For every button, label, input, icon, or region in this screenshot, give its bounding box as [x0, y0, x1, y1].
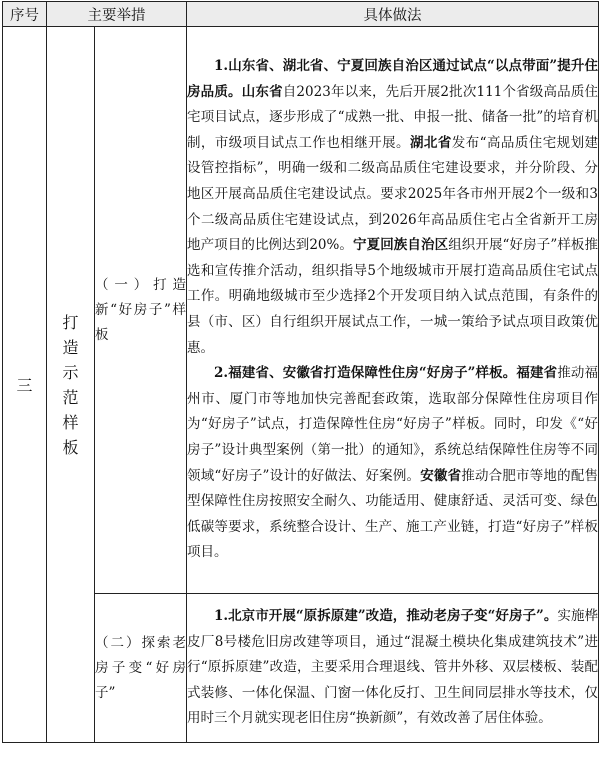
sub-measure-1: （一）打造新“好房子”样板 — [95, 27, 187, 594]
detail-cell-2 — [187, 594, 599, 743]
header-seq: 序号 — [3, 2, 47, 27]
section-number: 三 — [3, 27, 47, 743]
bold-text: 安徽省 — [420, 467, 462, 484]
bold-text: 湖北省 — [409, 134, 452, 151]
table-row — [3, 27, 599, 594]
sub-measure-2: （二）探索老房子变“好房子” — [95, 594, 187, 743]
header-measure: 主要举措 — [47, 2, 187, 27]
detail-paragraph — [187, 604, 598, 732]
bold-text: 2.福建省、安徽省打造保障性住房“好房子”样板。 — [214, 365, 517, 382]
body-text: 推动福州市、厦门市等地加快完善配套政策，选取部分保障性住房项目作为“好房子”试点，打造保障性住房“好房子”样板。同时，印发《“好房子”设计典型案例（第一批）的通知》，系统总结保障性住房等不同领域“好房子”设计的好做法、好案例。 — [187, 365, 599, 484]
bold-text: 1.山东省、湖北省、宁夏回族自治区通过试点“以点带面”提升住房品质。 — [187, 58, 598, 100]
bold-text: 宁夏回族自治区 — [353, 237, 449, 254]
body-text: 自2023年以来，先后开展2批次111个省级高品质住宅项目试点，逐步形成了“成熟一批、申报一批、储备一批”的培育机制，市级项目试点工作也相继开展。 — [187, 83, 599, 151]
measures-table — [2, 1, 599, 743]
body-text: 组织开展“好房子”样板推选和宣传推介活动，组织指导5个地级城市开展打造高品质住宅试点工作。明确地级城市至少选择2个开发项目纳入试点范围，有条件的县（市、区）自行组织开展试点工作，一城一策给予试点项目政策优惠。 — [187, 237, 599, 356]
detail-paragraph — [187, 361, 598, 566]
bold-text: 1.北京市开展“原拆原建”改造，推动老房子变“好房子”。 — [214, 608, 558, 625]
main-measure-cell — [47, 27, 95, 743]
bold-text: 山东省 — [241, 83, 283, 100]
body-text: 发布“高品质住宅规划建设管控指标”，明确一级和二级高品质住宅建设要求，并分阶段、分地区开展高品质住宅建设试点。要求2025年各市州开展2个一级和3个二级高品质住宅建设试点，到2026年高品质住宅占全省新开工房地产项目的比例达到20%。 — [187, 134, 599, 254]
bold-text: 福建省 — [516, 365, 558, 382]
detail-cell-1 — [187, 27, 599, 594]
body-text: 实施桦皮厂8号楼危旧房改建等项目，通过“混凝土模块化集成建筑技术”进行“原拆原建”改造，主要采用合理退线、管井外移、双层楼板、装配式装修、一体化保温、门窗一体化反打、卫生间同层排水等技术，仅用时三个月就实现老旧住房“换新颜”，有效改善了居住体验。 — [187, 608, 598, 727]
detail-paragraph — [187, 54, 598, 361]
header-row — [3, 2, 599, 27]
header-detail: 具体做法 — [187, 2, 599, 27]
body-text: 推动合肥市等地的配售型保障性住房按照安全耐久、功能适用、健康舒适、灵活可变、绿色低碳等要求，系统整合设计、生产、施工产业链，打造“好房子”样板项目。 — [187, 467, 599, 561]
main-measure-text: 打造示范样板 — [62, 312, 79, 457]
